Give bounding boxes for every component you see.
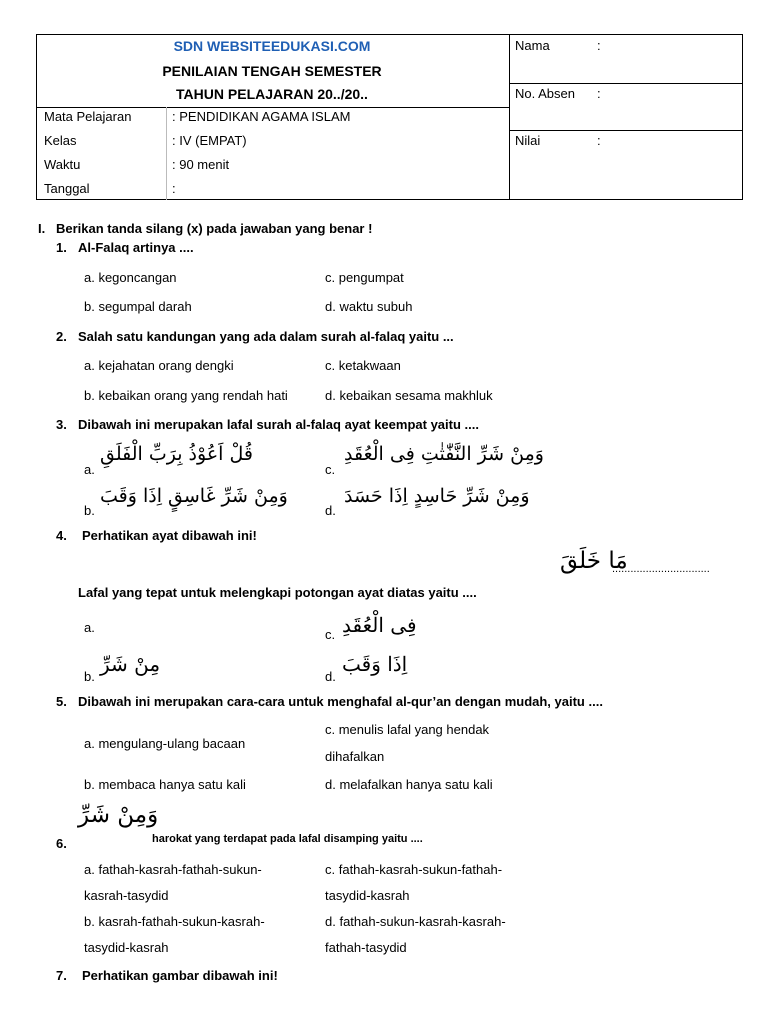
label-absen: No. Absen <box>515 86 575 101</box>
q4-option-c[interactable]: c. <box>325 627 336 642</box>
question-text-1: Al-Falaq artinya .... <box>78 240 194 255</box>
q4-blank: ................................ <box>612 563 710 575</box>
q6-option-b[interactable]: b. kasrah-fathah-sukun-kasrah- <box>84 914 265 929</box>
q3-option-b[interactable]: b. <box>84 503 95 518</box>
question-number-5: 5. <box>56 694 67 709</box>
q2-option-c[interactable]: c. ketakwaan <box>325 358 401 373</box>
q2-option-a[interactable]: a. kejahatan orang dengki <box>84 358 234 373</box>
label-score: Nilai <box>515 133 541 148</box>
school-name: SDN WEBSITEEDUKASI.COM <box>173 38 371 54</box>
q6-option-c[interactable]: c. fathah-kasrah-sukun-fathah- <box>325 862 503 877</box>
q6-option-a[interactable]: a. fathah-kasrah-fathah-sukun- <box>84 862 262 877</box>
q4-arabic-prompt: مَا خَلَقَ <box>560 548 628 574</box>
exam-title: PENILAIAN TENGAH SEMESTER <box>162 63 382 79</box>
field-label-class: Kelas <box>44 133 77 148</box>
question-number-4: 4. <box>56 528 67 543</box>
q3-arabic-d: وَمِنْ شَرِّ حَاسِدٍ اِذَا حَسَدَ <box>344 485 530 507</box>
q1-option-a[interactable]: a. kegoncangan <box>84 270 177 285</box>
question-text-4: Perhatikan ayat dibawah ini! <box>82 528 257 543</box>
q6-option-b-cont: tasydid-kasrah <box>84 940 169 955</box>
q5-option-a[interactable]: a. mengulang-ulang bacaan <box>84 736 246 751</box>
q3-arabic-c: وَمِنْ شَرِّ النَّفّٰثٰتِ فِى الْعُقَدِ <box>344 443 544 465</box>
q4-arabic-d: اِذَا وَقَبَ <box>342 652 408 676</box>
q5-option-d[interactable]: d. melafalkan hanya satu kali <box>325 777 493 792</box>
q5-option-c[interactable]: c. menulis lafal yang hendak <box>325 722 490 737</box>
q6-option-a-cont: kasrah-tasydid <box>84 888 169 903</box>
header-divider-horizontal <box>37 107 509 108</box>
question-text-2: Salah satu kandungan yang ada dalam surah al-falaq yaitu ... <box>78 329 454 344</box>
question-number-3: 3. <box>56 417 67 432</box>
question-text-3: Dibawah ini merupakan lafal surah al-falaq ayat keempat yaitu .... <box>78 417 479 432</box>
question-number-6: 6. <box>56 836 67 851</box>
label-name: Nama <box>515 38 550 53</box>
q3-option-d[interactable]: d. <box>325 503 336 518</box>
field-value-subject: : PENDIDIKAN AGAMA ISLAM <box>172 109 351 124</box>
name-input[interactable]: : <box>597 38 601 53</box>
score-input[interactable]: : <box>597 133 601 148</box>
q5-option-c-cont: dihafalkan <box>325 749 385 764</box>
question-number-7: 7. <box>56 968 67 983</box>
section-numeral: I. <box>38 221 46 236</box>
field-value-time: : 90 menit <box>172 157 230 172</box>
q2-option-d[interactable]: d. kebaikan sesama makhluk <box>325 388 493 403</box>
right-divider-1 <box>509 83 743 84</box>
q3-arabic-b: وَمِنْ شَرِّ غَاسِقٍ اِذَا وَقَبَ <box>100 485 288 507</box>
field-divider <box>166 107 167 200</box>
question-text-7: Perhatikan gambar dibawah ini! <box>82 968 278 983</box>
q4-option-b[interactable]: b. <box>84 669 95 684</box>
question-text-5: Dibawah ini merupakan cara-cara untuk menghafal al-qur’an dengan mudah, yaitu .... <box>78 694 603 709</box>
q6-option-d-cont: fathah-tasydid <box>325 940 407 955</box>
question-subtext-4: Lafal yang tepat untuk melengkapi potongan ayat diatas yaitu .... <box>78 585 477 600</box>
q3-arabic-a: قُلْ اَعُوْذُ بِرَبِّ الْفَلَقِ <box>100 443 253 465</box>
question-number-2: 2. <box>56 329 67 344</box>
field-value-date: : <box>172 181 176 196</box>
q4-arabic-b: مِنْ شَرِّ <box>100 652 161 676</box>
question-text-6: harokat yang terdapat pada lafal disamping yaitu .... <box>152 833 423 845</box>
q4-option-a[interactable]: a. <box>84 620 95 635</box>
absen-input[interactable]: : <box>597 86 601 101</box>
q5-option-b[interactable]: b. membaca hanya satu kali <box>84 777 246 792</box>
q6-arabic-prompt: وَمِنْ شَرِّ <box>78 802 159 828</box>
field-label-time: Waktu <box>44 157 81 172</box>
q6-option-c-cont: tasydid-kasrah <box>325 888 410 903</box>
q1-option-b[interactable]: b. segumpal darah <box>84 299 192 314</box>
q4-arabic-c: فِى الْعُقَدِ <box>342 613 417 637</box>
q3-option-a[interactable]: a. <box>84 462 95 477</box>
field-label-date: Tanggal <box>44 181 90 196</box>
q1-option-c[interactable]: c. pengumpat <box>325 270 404 285</box>
q3-option-c[interactable]: c. <box>325 462 336 477</box>
q4-option-d[interactable]: d. <box>325 669 336 684</box>
section-instruction: Berikan tanda silang (x) pada jawaban yang benar ! <box>56 221 373 236</box>
q6-option-d[interactable]: d. fathah-sukun-kasrah-kasrah- <box>325 914 506 929</box>
q2-option-b[interactable]: b. kebaikan orang yang rendah hati <box>84 388 288 403</box>
header-divider-vertical <box>509 35 510 200</box>
q1-option-d[interactable]: d. waktu subuh <box>325 299 413 314</box>
academic-year: TAHUN PELAJARAN 20../20.. <box>176 86 368 102</box>
field-label-subject: Mata Pelajaran <box>44 109 132 124</box>
right-divider-2 <box>509 130 743 131</box>
field-value-class: : IV (EMPAT) <box>172 133 247 148</box>
question-number-1: 1. <box>56 240 67 255</box>
header-table <box>36 34 743 200</box>
